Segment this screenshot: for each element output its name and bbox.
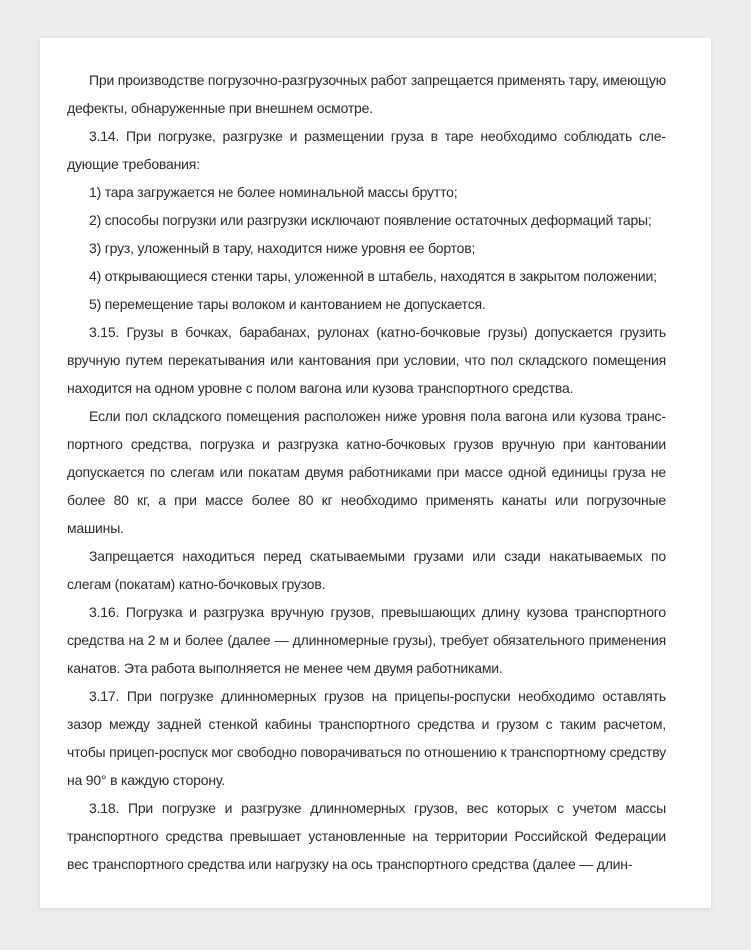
paragraph-clause-3-14: 3.14. При погрузке, разгрузке и размещении груза в таре необходимо соблюдать следующие требования: xyxy=(67,128,666,172)
paragraph-clause-3-17: 3.17. При погрузке длинномерных грузов на прицепы-роспуски необходимо оставлять зазор между задней стенкой кабины транспортного средства и грузом с таким расчетом, чтобы прицеп-роспуск мог свободно поворачиваться по отношению к транспортному средству на 90° в каждую сторону. xyxy=(67,688,666,788)
list-item-4: 4) открывающиеся стенки тары, уложенной в штабель, находятся в закрытом положении; xyxy=(89,268,657,284)
list-item-2: 2) способы погрузки или разгрузки исключают появление остаточных деформаций тары; xyxy=(89,212,652,228)
list-item-5: 5) перемещение тары волоком и кантованием не допускается. xyxy=(89,296,486,312)
paragraph-clause-3-18: 3.18. При погрузке и разгрузке длинномерных грузов, вес которых с учетом массы транспортного средства превышает установленные на территории Российской Федерации вес транспортного средства или нагрузку на ось транспортного средства (далее — длин- xyxy=(67,800,666,872)
list-item-3: 3) груз, уложенный в тару, находится ниже уровня ее бортов; xyxy=(89,240,476,256)
list-item-1: 1) тара загружается не более номинальной массы брутто; xyxy=(89,184,458,200)
paragraph-clause-3-15-prohibition: Запрещается находиться перед скатываемыми грузами или сзади накатываемых по слегам (покатам) катно-бочковых грузов. xyxy=(67,548,666,592)
document-page xyxy=(40,38,711,908)
paragraph-intro-tara: При производстве погрузочно-разгрузочных работ запрещается применять тару, имеющую дефекты, обнаруженные при внешнем осмотре. xyxy=(67,72,666,116)
paragraph-clause-3-15: 3.15. Грузы в бочках, барабанах, рулонах (катно-бочковые грузы) допускается грузить вручную путем перекатывания или кантования при условии, что пол складского помещения находится на одном уровне с полом вагона или кузова транспортного средства. xyxy=(67,324,666,396)
document-content xyxy=(40,38,711,908)
paragraph-clause-3-15-cont: Если пол складского помещения расположен ниже уровня пола вагона или кузова транспортного средства, погрузка и разгрузка катно-бочковых грузов вручную при кантовании допускается по слегам или покатам двумя работниками при массе одной единицы груза не более 80 кг, а при массе более 80 кг необходимо применять канаты или погрузочные машины. xyxy=(67,408,666,536)
paragraph-clause-3-16: 3.16. Погрузка и разгрузка вручную грузов, превышающих длину кузова транспортного средства на 2 м и более (далее — длинномерные грузы), требует обязательного применения канатов. Эта работа выполняется не менее чем двумя работниками. xyxy=(67,604,666,676)
